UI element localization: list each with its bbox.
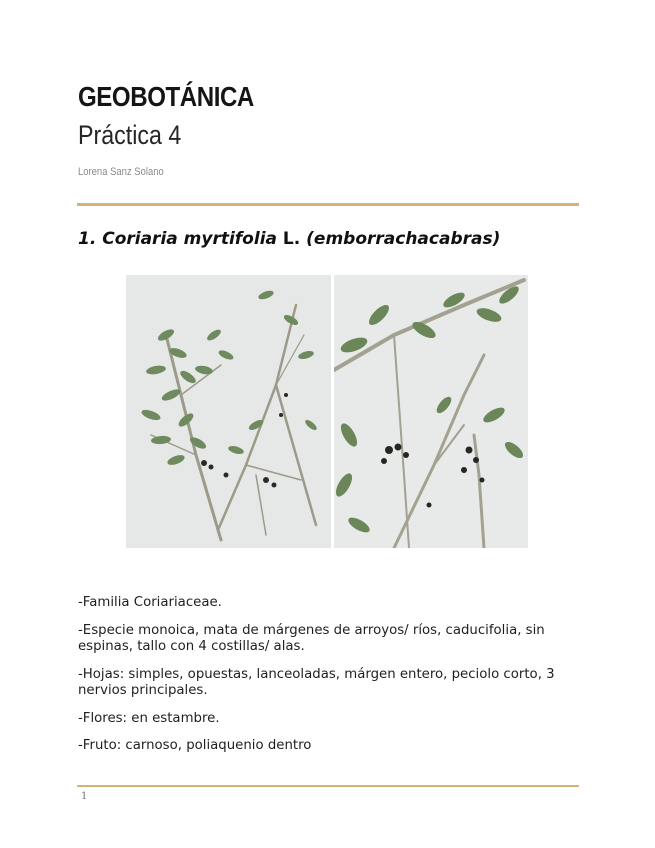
description-item-habit: -Especie monoica, mata de márgenes de arroyos/ ríos, caducifolia, sin espinas, tallo con 4 costillas/ alas. bbox=[78, 622, 545, 654]
species-description bbox=[78, 595, 583, 766]
header-divider bbox=[77, 203, 579, 206]
author-name: Lorena Sanz Solano bbox=[78, 166, 164, 178]
section-number: 1. bbox=[78, 229, 97, 249]
common-name: (emborrachacabras) bbox=[306, 229, 501, 249]
document-subtitle: Práctica 4 bbox=[78, 120, 182, 150]
footer-divider bbox=[77, 785, 579, 787]
species-authority: L. bbox=[282, 229, 301, 249]
page-number: 1 bbox=[81, 791, 88, 802]
document-title: GEOBOTÁNICA bbox=[78, 81, 254, 112]
specimen-illustration bbox=[126, 275, 331, 548]
herbarium-photo-detail-branch bbox=[334, 275, 528, 548]
species-name: Coriaria myrtifolia bbox=[102, 229, 277, 249]
description-item-flowers: -Flores: en estambre. bbox=[78, 710, 220, 726]
description-item-leaves: -Hojas: simples, opuestas, lanceoladas, márgen entero, peciolo corto, 3 nervios principales. bbox=[78, 666, 555, 698]
branch-detail-illustration bbox=[334, 275, 528, 548]
herbarium-photo-whole-specimen bbox=[126, 275, 331, 548]
description-item-fruit: -Fruto: carnoso, poliaquenio dentro bbox=[78, 738, 312, 753]
description-item-family: -Familia Coriariaceae. bbox=[78, 595, 222, 610]
section-heading bbox=[78, 229, 500, 249]
